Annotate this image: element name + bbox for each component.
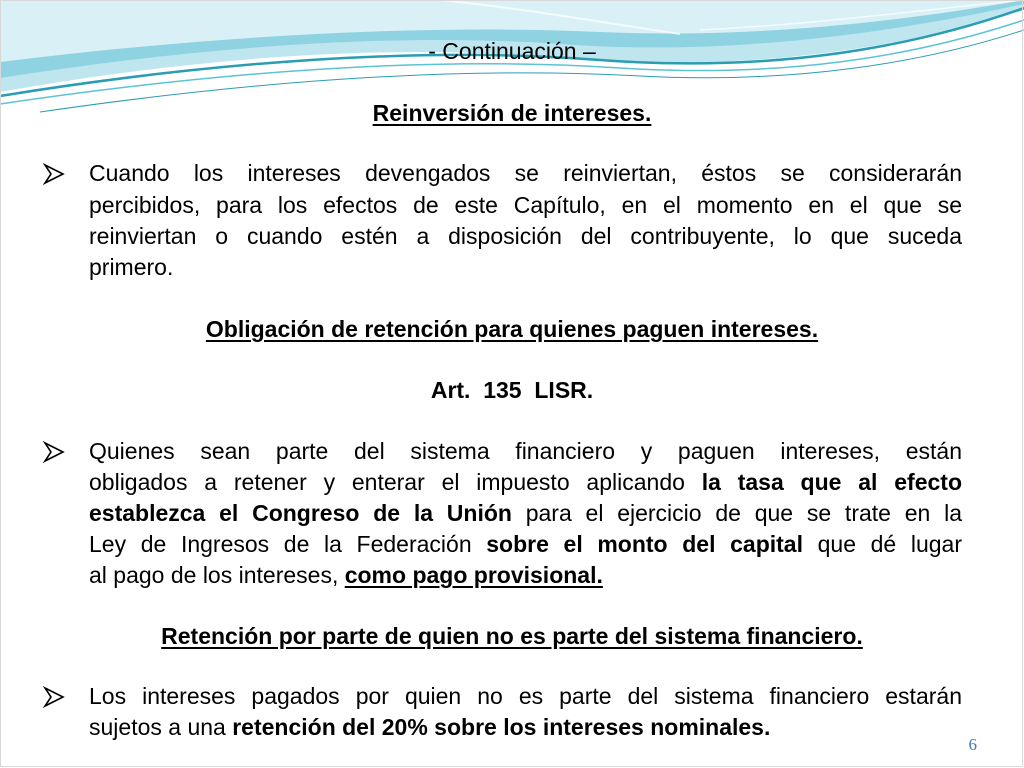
paragraph-2-emphasis-pago-provisional: como pago provisional. xyxy=(344,562,603,588)
paragraph-2-line-5 xyxy=(89,560,603,590)
continuation-label: - Continuación – xyxy=(428,38,596,64)
paragraph-2-line-1: Quienes sean parte del sistema financiero y paguen intereses, están xyxy=(89,438,962,464)
paragraph-1-line-1: Cuando los intereses devengados se reinviertan, éstos se considerarán xyxy=(89,160,962,186)
paragraph-2-line-3 xyxy=(89,498,962,528)
paragraph-1-line-2: percibidos, para los efectos de este Capítulo, en el momento en el que se xyxy=(89,192,962,218)
paragraph-2-line-4 xyxy=(89,529,962,559)
paragraph-2-line-2 xyxy=(89,467,962,497)
arrowhead-bullet-icon xyxy=(41,439,67,465)
paragraph-3-emphasis-retencion: retención del 20% sobre los intereses nominales. xyxy=(232,714,771,740)
paragraph-1-line-4: primero. xyxy=(89,254,174,280)
arrowhead-bullet-icon xyxy=(41,161,67,187)
paragraph-2-line-4-tail: que dé lugar xyxy=(802,531,962,557)
arrowhead-bullet-icon xyxy=(41,684,67,710)
paragraph-3-line-2 xyxy=(89,712,770,742)
heading-reinversion: Reinversión de intereses. xyxy=(372,100,652,126)
heading-obligacion-retencion: Obligación de retención para quienes paguen intereses. xyxy=(205,316,819,342)
paragraph-2-line-4-text: Ley de Ingresos de la Federación xyxy=(89,531,487,557)
article-reference: Art. 135 LISR. xyxy=(430,377,594,403)
paragraph-2-emphasis-congreso: establezca el Congreso de la Unión xyxy=(89,500,512,526)
paragraph-3-line-2-text: sujetos a una xyxy=(89,714,233,740)
paragraph-2-line-2-text: obligados a retener y enterar el impuesto aplicando xyxy=(89,469,702,495)
paragraph-2-emphasis-tasa: la tasa que al efecto xyxy=(701,469,963,495)
heading-retencion-no-financiero: Retención por parte de quien no es parte del sistema financiero. xyxy=(161,623,863,649)
paragraph-2-line-3-text: para el ejercicio de que se trate en la xyxy=(511,500,962,526)
page-number: 6 xyxy=(968,735,977,754)
paragraph-1-line-3: reinviertan o cuando estén a disposición del contribuyente, lo que suceda xyxy=(89,223,962,249)
paragraph-2-line-5-text: al pago de los intereses, xyxy=(89,562,345,588)
paragraph-3-line-1: Los intereses pagados por quien no es parte del sistema financiero estarán xyxy=(89,683,962,709)
paragraph-2-emphasis-monto: sobre el monto del capital xyxy=(486,531,803,557)
